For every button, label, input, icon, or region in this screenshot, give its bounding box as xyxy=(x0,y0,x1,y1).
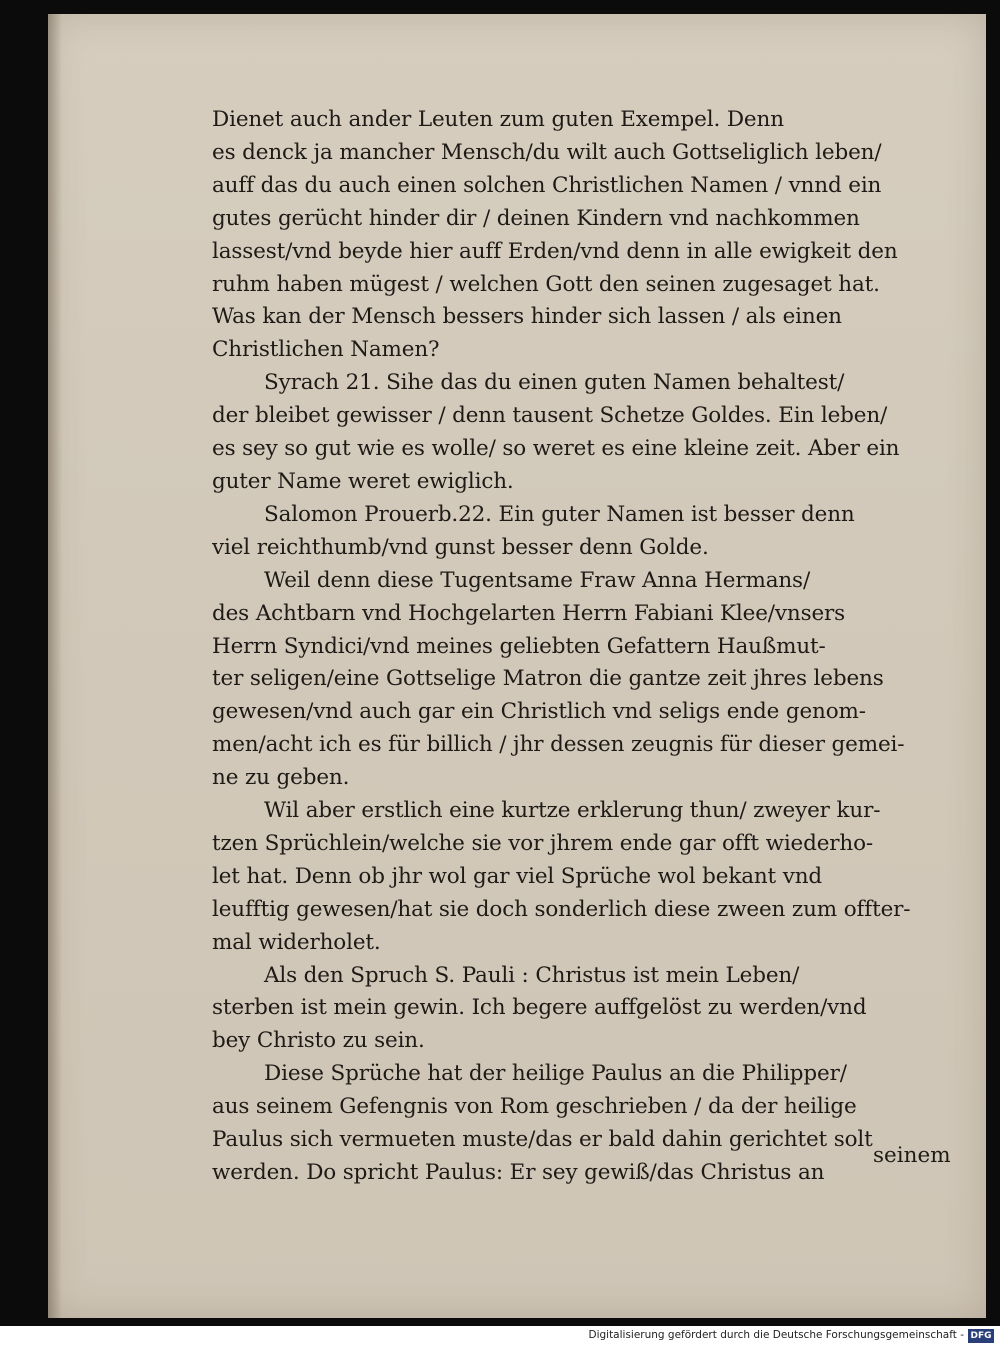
text-line: auff das du auch einen solchen Christlichen Namen / vnnd ein xyxy=(212,172,882,198)
text-line: der bleibet gewisser / denn tausent Schetze Goldes. Ein leben/ xyxy=(212,403,888,429)
page-spine-shadow xyxy=(48,14,62,1318)
text-line: Wil aber erstlich eine kurtze erklerung thun/ zweyer kur- xyxy=(264,798,881,824)
funding-credit: Digitalisierung gefördert durch die Deutsche Forschungsgemeinschaft - xyxy=(588,1329,964,1341)
text-line: ruhm haben mügest / welchen Gott den seinen zugesaget hat. xyxy=(212,271,880,297)
text-line: leufftig gewesen/hat sie doch sonderlich diese zween zum offter- xyxy=(212,896,911,922)
text-line: lassest/vnd beyde hier auff Erden/vnd denn in alle ewigkeit den xyxy=(212,238,898,264)
text-line: sterben ist mein gewin. Ich begere auffgelöst zu werden/vnd xyxy=(212,995,867,1021)
page-text xyxy=(212,104,924,1190)
text-line: gutes gerücht hinder dir / deinen Kindern vnd nachkommen xyxy=(212,205,860,231)
text-line: Dienet auch ander Leuten zum guten Exempel. Denn xyxy=(212,107,784,132)
text-line: Syrach 21. Sihe das du einen guten Namen behaltest/ xyxy=(264,370,845,396)
text-line: werden. Do spricht Paulus: Er sey gewiß/das Christus an xyxy=(212,1160,825,1185)
text-line: Diese Sprüche hat der heilige Paulus an die Philipper/ xyxy=(264,1061,847,1087)
text-line: gewesen/vnd auch gar ein Christlich vnd seligs ende genom- xyxy=(212,699,866,725)
text-line: Herrn Syndici/vnd meines geliebten Gefattern Haußmut- xyxy=(212,633,826,659)
text-line: Als den Spruch S. Pauli : Christus ist mein Leben/ xyxy=(264,962,800,988)
catchword: seinem xyxy=(873,1143,951,1168)
text-line: viel reichthumb/vnd gunst besser denn Golde. xyxy=(212,534,709,560)
text-line: guter Name weret ewiglich. xyxy=(212,468,514,494)
text-line: Weil denn diese Tugentsame Fraw Anna Hermans/ xyxy=(264,567,811,593)
text-line: mal widerholet. xyxy=(212,929,381,955)
text-line: es denck ja mancher Mensch/du wilt auch Gottseliglich leben/ xyxy=(212,139,882,165)
text-line: des Achtbarn vnd Hochgelarten Herrn Fabiani Klee/vnsers xyxy=(212,600,846,626)
text-line: es sey so gut wie es wolle/ so weret es eine kleine zeit. Aber ein xyxy=(212,436,900,462)
text-line: let hat. Denn ob jhr wol gar viel Sprüche wol bekant vnd xyxy=(212,863,823,889)
text-line: men/acht ich es für billich / jhr dessen zeugnis für dieser gemei- xyxy=(212,732,905,758)
text-line: ne zu geben. xyxy=(212,765,350,791)
text-line: Christlichen Namen? xyxy=(212,337,440,363)
text-line: Salomon Prouerb.22. Ein guter Namen ist besser denn xyxy=(264,501,855,527)
text-line: bey Christo zu sein. xyxy=(212,1028,425,1054)
text-line: tzen Sprüchlein/welche sie vor jhrem ende gar offt wiederho- xyxy=(212,830,874,856)
footer-bar xyxy=(0,1326,1000,1348)
dfg-logo-icon: DFG xyxy=(968,1329,994,1343)
text-line: aus seinem Gefengnis von Rom geschrieben / da der heilige xyxy=(212,1094,857,1120)
text-line: ter seligen/eine Gottselige Matron die gantze zeit jhres lebens xyxy=(212,666,884,692)
text-line: Was kan der Mensch bessers hinder sich lassen / als einen xyxy=(212,304,842,330)
text-line: Paulus sich vermueten muste/das er bald dahin gerichtet solt xyxy=(212,1127,873,1153)
